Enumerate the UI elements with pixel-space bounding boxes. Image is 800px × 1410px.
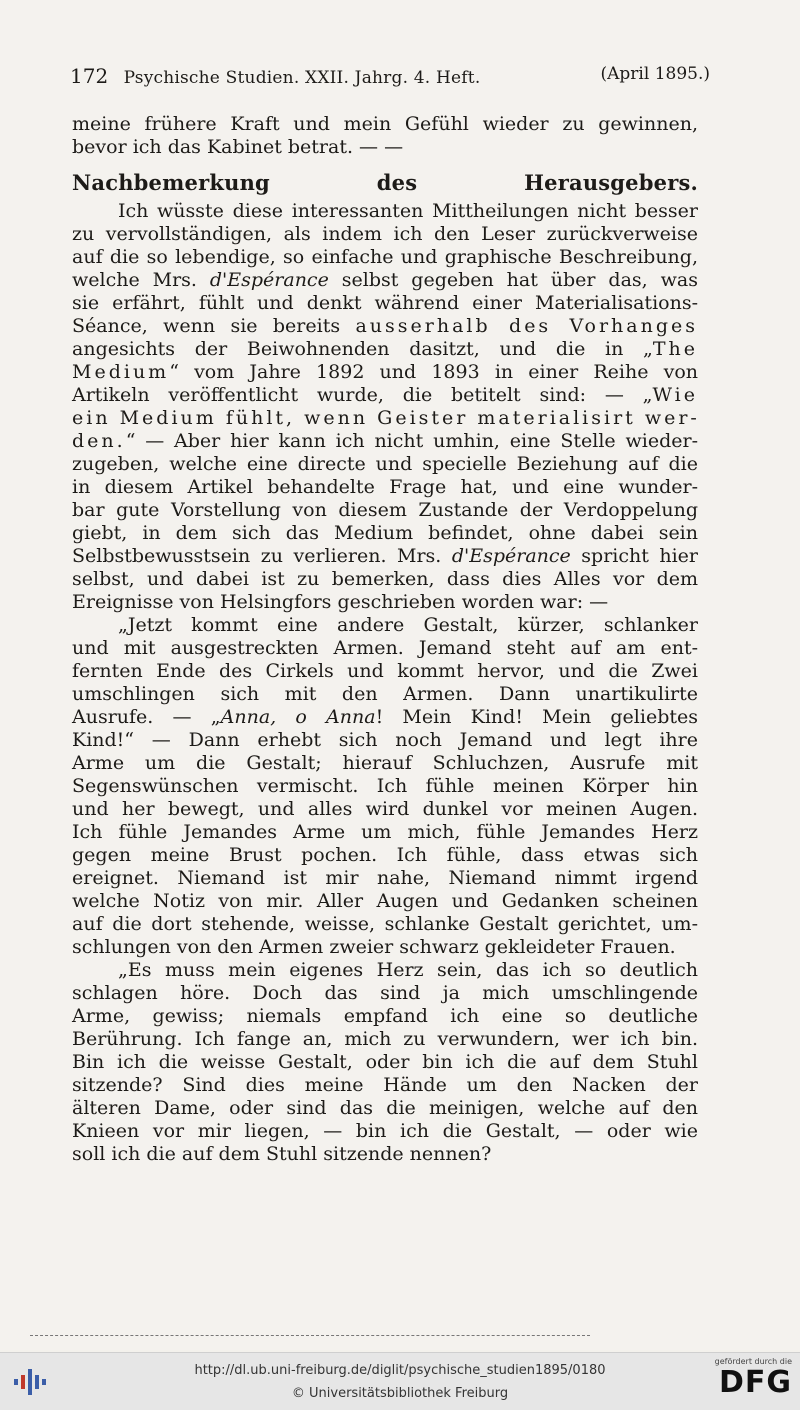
text-line: „Jetzt kommt eine andere Gestalt, kürzer, schlanker	[118, 614, 698, 636]
text-line: Selbstbewusstsein zu verlieren. Mrs. d'Espérance spricht hier	[72, 545, 699, 567]
text-line: Ich wüsste diese interessanten Mittheilungen nicht besser	[118, 200, 698, 222]
text-line: und mit ausgestreckten Armen. Jemand steht auf am ent-	[72, 637, 698, 659]
text-line: selbst, und dabei ist zu bemerken, dass dies Alles vor dem	[72, 568, 698, 590]
text-line: gegen meine Brust pochen. Ich fühle, dass etwas sich	[72, 844, 698, 866]
paragraph	[72, 614, 698, 959]
text-line: Arme, gewiss; niemals empfand ich eine so deutliche	[72, 1005, 698, 1027]
text-line: sie erfährt, fühlt und denkt während einer Materialisations-	[72, 292, 698, 314]
issue-date: (April 1895.)	[600, 64, 710, 84]
text-line: umschlingen sich mit den Armen. Dann unartikulirte	[72, 683, 698, 705]
funder-logo	[706, 1357, 792, 1405]
text-line: in diesem Artikel behandelte Frage hat, und eine wunder-	[72, 476, 698, 498]
text-line: Séance, wenn sie bereits ausserhalb des Vorhanges	[72, 315, 699, 337]
funding-note: gefördert durch die	[714, 1357, 792, 1366]
text-line: älteren Dame, oder sind das die meinigen, welche auf den	[72, 1097, 698, 1119]
page-body	[72, 113, 698, 1166]
author-name: d'Espérance	[451, 545, 571, 567]
text-line: Segenswünschen vermischt. Ich fühle meinen Körper hin	[72, 775, 698, 797]
text-line: Ereignisse von Helsingfors geschrieben worden war: —	[72, 591, 609, 613]
text-line: Arme um die Gestalt; hierauf Schluchzen, Ausrufe mit	[72, 752, 698, 774]
text-line: Ausrufe. — „Anna, o Anna! Mein Kind! Mein geliebtes	[72, 706, 698, 728]
viewer-footer	[0, 1352, 800, 1410]
text-line: „Es muss mein eigenes Herz sein, das ich so deutlich	[118, 959, 698, 981]
spaced-emphasis: ausserhalb des Vorhanges	[355, 315, 699, 337]
text-line: Artikeln veröffentlicht wurde, die betitelt sind: — „Wie	[72, 384, 698, 406]
text-line: Knieen vor mir liegen, — bin ich die Gestalt, — oder wie	[72, 1120, 698, 1142]
text-line: schlagen höre. Doch das sind ja mich umschlingende	[72, 982, 698, 1004]
copyright-notice: © Universitätsbibliothek Freiburg	[291, 1386, 509, 1401]
spaced-emphasis: Wie	[652, 384, 698, 406]
paragraph	[72, 200, 698, 614]
page-bottom-rule	[30, 1335, 590, 1337]
text-line: zugeben, welche eine directe und specielle Beziehung auf die	[72, 453, 698, 475]
text-line: bevor ich das Kabinet betrat. — —	[72, 136, 404, 158]
text-line: welche Notiz von mir. Aller Augen und Gedanken scheinen	[72, 890, 698, 912]
text-line: welche Mrs. d'Espérance selbst gegeben hat über das, was	[72, 269, 698, 291]
text-line: Medium“ vom Jahre 1892 und 1893 in einer Reihe von	[72, 361, 698, 383]
text-line: schlungen von den Armen zweier schwarz gekleideter Frauen.	[72, 936, 676, 958]
text-line: sitzende? Sind dies meine Hände um den Nacken der	[72, 1074, 698, 1096]
running-header	[70, 64, 710, 88]
text-line: giebt, in dem sich das Medium befindet, ohne dabei sein	[72, 522, 698, 544]
paragraph	[72, 959, 698, 1166]
dfg-logo-text: DFG	[718, 1365, 792, 1400]
page-number: 172	[70, 64, 109, 88]
spaced-emphasis: Medium	[72, 361, 170, 383]
text-line: zu vervollständigen, als indem ich den Leser zurückverweise	[72, 223, 698, 245]
text-line: bar gute Vorstellung von diesem Zustande der Verdoppelung	[72, 499, 698, 521]
text-line: Kind!“ — Dann erhebt sich noch Jemand und legt ihre	[72, 729, 698, 751]
italic-exclamation: Anna, o Anna	[220, 706, 376, 728]
spaced-emphasis: The	[652, 338, 698, 360]
text-line: ein Medium fühlt, wenn Geister materialisirt wer-	[72, 407, 700, 429]
text-line: Bin ich die weisse Gestalt, oder bin ich die auf dem Stuhl	[72, 1051, 698, 1073]
spaced-emphasis: den.	[72, 430, 126, 452]
text-line: meine frühere Kraft und mein Gefühl wieder zu gewinnen,	[72, 113, 698, 135]
text-line: Berührung. Ich fange an, mich zu verwundern, wer ich bin.	[72, 1028, 698, 1050]
section-heading: Nachbemerkung des Herausgebers.	[72, 170, 698, 195]
text-line: soll ich die auf dem Stuhl sitzende nennen?	[72, 1143, 492, 1165]
text-line: angesichts der Beiwohnenden dasitzt, und die in „The	[72, 338, 698, 360]
text-line: auf die dort stehende, weisse, schlanke Gestalt gerichtet, um-	[72, 913, 698, 935]
author-name: d'Espérance	[209, 269, 329, 291]
running-title: Psychische Studien. XXII. Jahrg. 4. Heft.	[123, 68, 481, 88]
text-line: fernten Ende des Cirkels und kommt hervor, und die Zwei	[72, 660, 698, 682]
text-line: den.“ — Aber hier kann ich nicht umhin, eine Stelle wieder-	[72, 430, 698, 452]
text-line: ereignet. Niemand ist mir nahe, Niemand nimmt irgend	[72, 867, 698, 889]
text-line: Ich fühle Jemandes Arme um mich, fühle Jemandes Herz	[72, 821, 698, 843]
permalink-url[interactable]: http://dl.ub.uni-freiburg.de/diglit/psychische_studien1895/0180	[194, 1363, 606, 1378]
text-line: auf die so lebendige, so einfache und graphische Beschreibung,	[72, 246, 698, 268]
text-line: und her bewegt, und alles wird dunkel vor meinen Augen.	[72, 798, 698, 820]
